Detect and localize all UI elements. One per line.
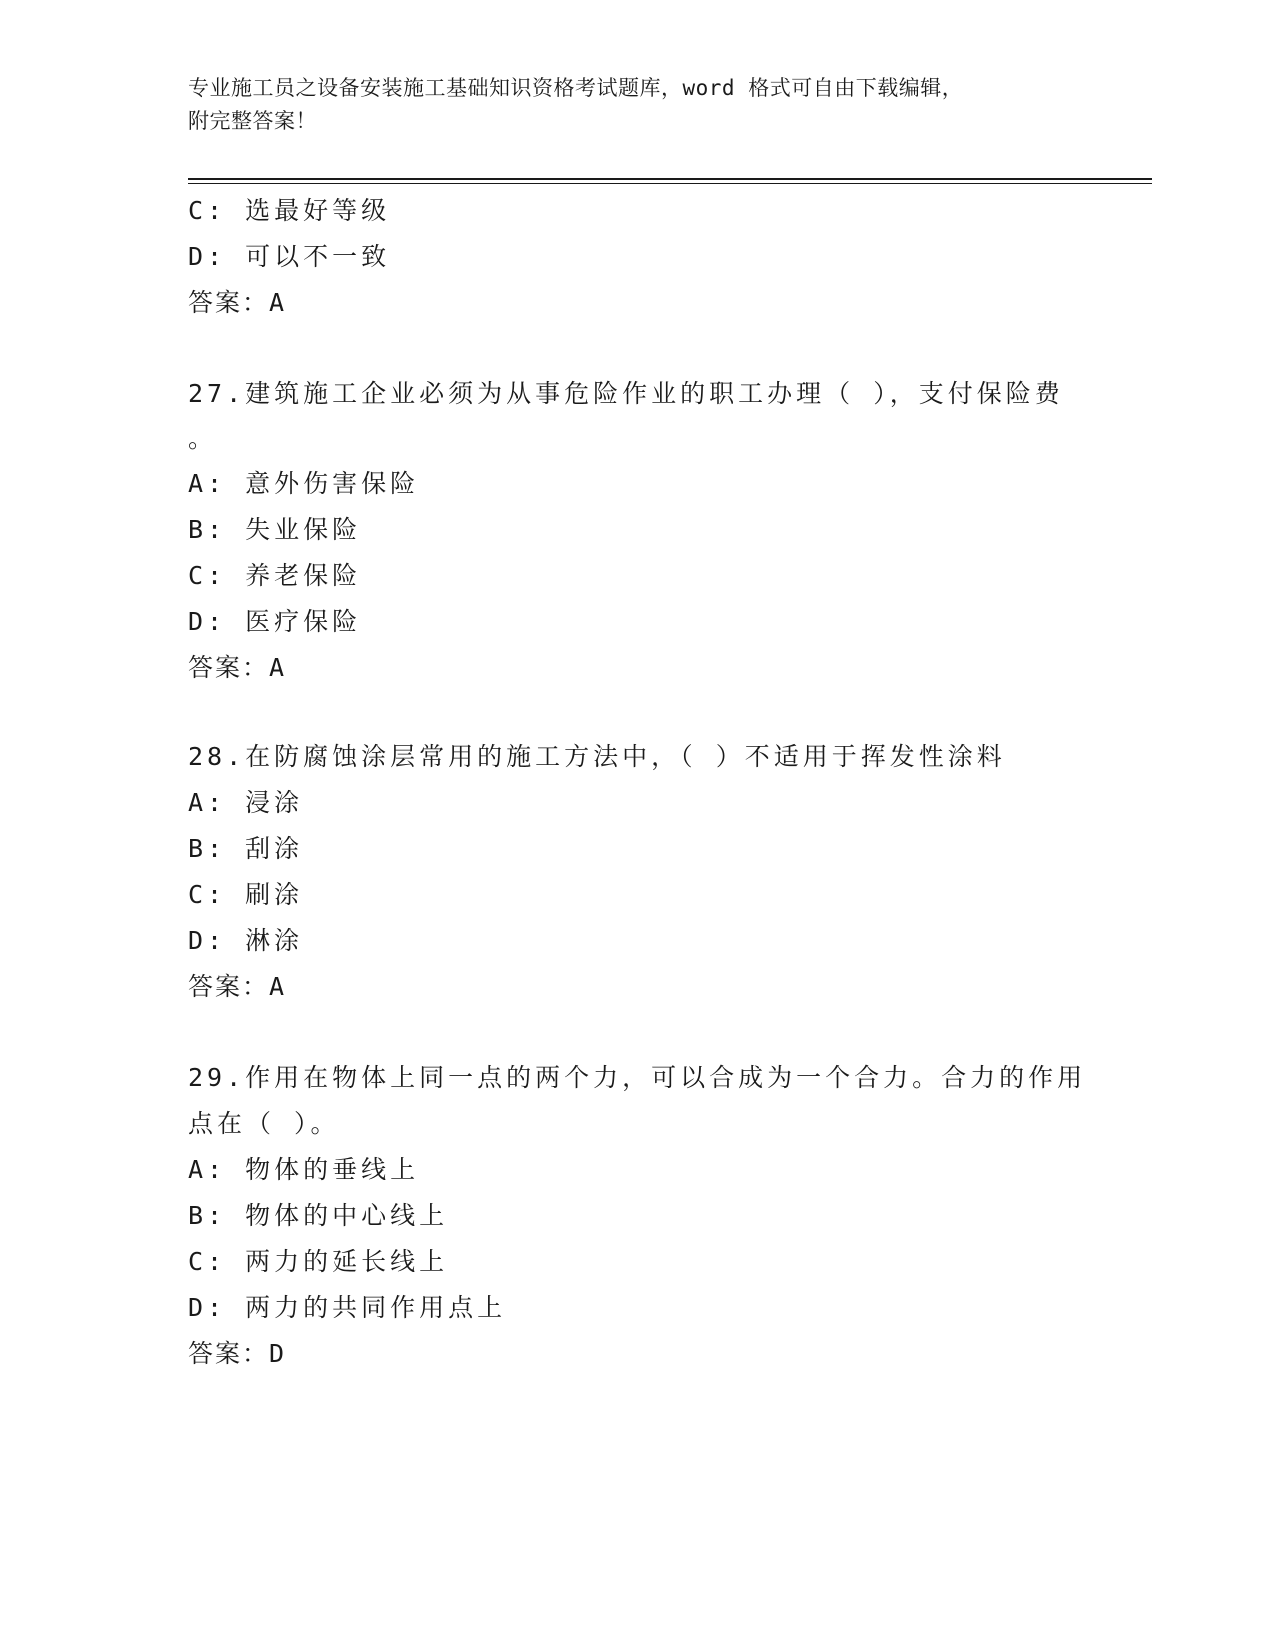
spacer — [188, 1010, 1118, 1055]
option-a: A: 浸涂 — [188, 788, 304, 817]
header-title-line-1: 专业施工员之设备安装施工基础知识资格考试题库，word 格式可自由下载编辑， — [188, 76, 964, 100]
option-b: B: 物体的中心线上 — [188, 1201, 449, 1230]
option-d: D: 淋涂 — [188, 926, 304, 955]
question-stem-continued: 。 — [188, 424, 218, 453]
option-d: D: 两力的共同作用点上 — [188, 1293, 507, 1322]
option-d: D: 可以不一致 — [188, 242, 391, 271]
option-a: A: 物体的垂线上 — [188, 1155, 420, 1184]
option-c: C: 刷涂 — [188, 880, 304, 909]
header-title-line-2: 附完整答案！ — [188, 109, 317, 133]
question-stem-continued: 点在（ ）。 — [188, 1109, 340, 1138]
option-b: B: 刮涂 — [188, 834, 304, 863]
spacer — [188, 326, 1118, 371]
question-stem: 28.在防腐蚀涂层常用的施工方法中，（ ）不适用于挥发性涂料 — [188, 742, 1006, 771]
option-b: B: 失业保险 — [188, 515, 362, 544]
question-stem: 27.建筑施工企业必须为从事危险作业的职工办理（ ），支付保险费 — [188, 379, 1064, 408]
question-stem: 29.作用在物体上同一点的两个力，可以合成为一个合力。合力的作用 — [188, 1063, 1087, 1092]
question-list — [188, 188, 1118, 1377]
option-c: C: 养老保险 — [188, 561, 362, 590]
header-divider-thick — [188, 178, 1152, 180]
question-29 — [188, 1055, 1118, 1377]
answer-line: 答案：A — [188, 288, 287, 317]
option-c: C: 选最好等级 — [188, 196, 391, 225]
answer-line: 答案：A — [188, 653, 287, 682]
answer-line: 答案：D — [188, 1339, 287, 1368]
option-d: D: 医疗保险 — [188, 607, 362, 636]
spacer — [188, 691, 1118, 734]
header-divider-thin — [188, 183, 1152, 184]
question-27 — [188, 371, 1118, 691]
question-26-tail — [188, 188, 1118, 326]
option-c: C: 两力的延长线上 — [188, 1247, 449, 1276]
option-a: A: 意外伤害保险 — [188, 469, 420, 498]
question-28 — [188, 734, 1118, 1010]
answer-line: 答案：A — [188, 972, 287, 1001]
document-header — [188, 72, 1068, 138]
